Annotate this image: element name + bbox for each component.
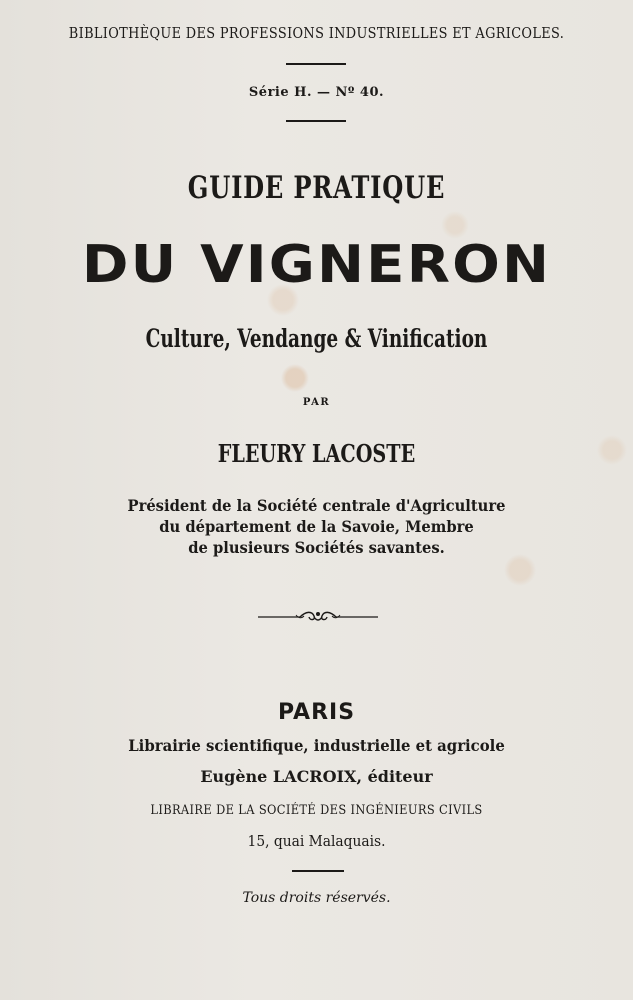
- par-label: PAR: [302, 397, 331, 408]
- society-line: LIBRAIRE DE LA SOCIÉTÉ DES INGÉNIEURS CIVILS: [150, 803, 483, 818]
- publisher-city: PARIS: [277, 700, 356, 725]
- publisher-address: 15, quai Malaquais.: [247, 832, 386, 850]
- affiliation-line: Président de la Société centrale d'Agriculture: [127, 496, 506, 515]
- bottom-rule: [292, 870, 344, 872]
- series-rule: [286, 120, 346, 122]
- publisher-line: Librairie scientifique, industrielle et agricole: [128, 736, 505, 755]
- top-rule: [286, 63, 346, 65]
- series-number: Série H. — Nº 40.: [248, 85, 385, 100]
- affiliation-line: de plusieurs Sociétés savantes.: [188, 538, 445, 557]
- title-line-2: DU VIGNERON: [81, 235, 552, 295]
- author-name: FLEURY LACOSTE: [217, 439, 416, 468]
- title-line-1: GUIDE PRATIQUE: [187, 170, 446, 206]
- subtitle: Culture, Vendange & Vinification: [145, 324, 488, 353]
- flourish-ornament-icon: [256, 607, 380, 627]
- series-title: BIBLIOTHÈQUE DES PROFESSIONS INDUSTRIELLES ET AGRICOLES.: [68, 24, 565, 42]
- editor-line: Eugène LACROIX, éditeur: [200, 767, 433, 786]
- affiliation-line: du département de la Savoie, Membre: [159, 517, 474, 536]
- rights-notice: Tous droits réservés.: [242, 890, 391, 906]
